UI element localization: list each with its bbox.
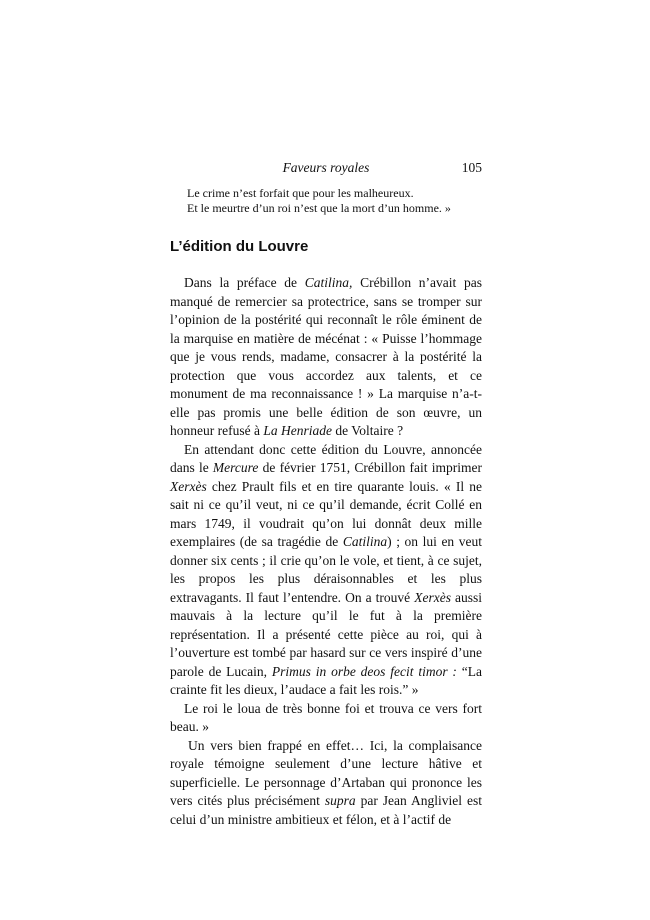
verse-line: Le crime n’est forfait que pour les malheureux. (187, 186, 414, 200)
paragraph: En attendant donc cette édition du Louvre, annoncée dans le Mercure de février 1751, Crébillon fait imprimer Xerxès chez Prault fils et en tire quarante louis. « Il ne sait ni ce qu’il veut, ni ce qu’il demande, écrit Collé en mars 1749, il voudrait qu’on lui donnât deux mille exemplaires (de sa tragédie de Catilina) ; on lui en veut donner six cents ; il crie qu’on le vole, et tient, à ce sujet, les propos les plus déraisonnables et les plus extravagants. Il faut l’entendre. On a trouvé Xerxès aussi mauvais à la lecture qu’il le fut à la première représentation. Il a présenté cette pièce au roi, qui à l’ouverture est tombé par hasard sur ce vers inspiré d’une parole de Lucain, Primus in orbe deos fecit timor : “La crainte fit les dieux, l’audace a fait les rois.” » (170, 441, 483, 697)
body-text (170, 274, 482, 829)
running-title: Faveurs royales (282, 160, 370, 175)
paragraph: Un vers bien frappé en effet… Ici, la complaisance royale témoigne seulement d’une lecture hâtive et superficielle. Le personnage d’Artaban qui prononce les vers cités plus précisément supra par Jean Angliviel est celui d’un ministre ambitieux et félon, et à l’actif de (170, 737, 482, 827)
page-number: 105 (461, 160, 482, 175)
section-heading: L’édition du Louvre (170, 238, 309, 255)
paragraph: Dans la préface de Catilina, Crébillon n’avait pas manqué de remercier sa protectrice, sans se tromper sur l’opinion de la postérité qui reconnaît le rôle éminent de la marquise en matière de mécénat : « Puisse l’hommage que je vous rends, madame, consacrer à la postérité la protection que vous accordez aux talents, et ce monument de ma reconnaissance ! » La marquise n’a-t-elle pas promis une belle édition de son œuvre, un honneur refusé à La Henriade de Voltaire ? (170, 275, 482, 438)
verse-line: Et le meurtre d’un roi n’est que la mort d’un homme. » (187, 201, 451, 215)
verse-quotation (187, 186, 487, 216)
running-header (170, 160, 482, 180)
paragraph: Le roi le loua de très bonne foi et trouva ce vers fort beau. » (170, 700, 482, 734)
